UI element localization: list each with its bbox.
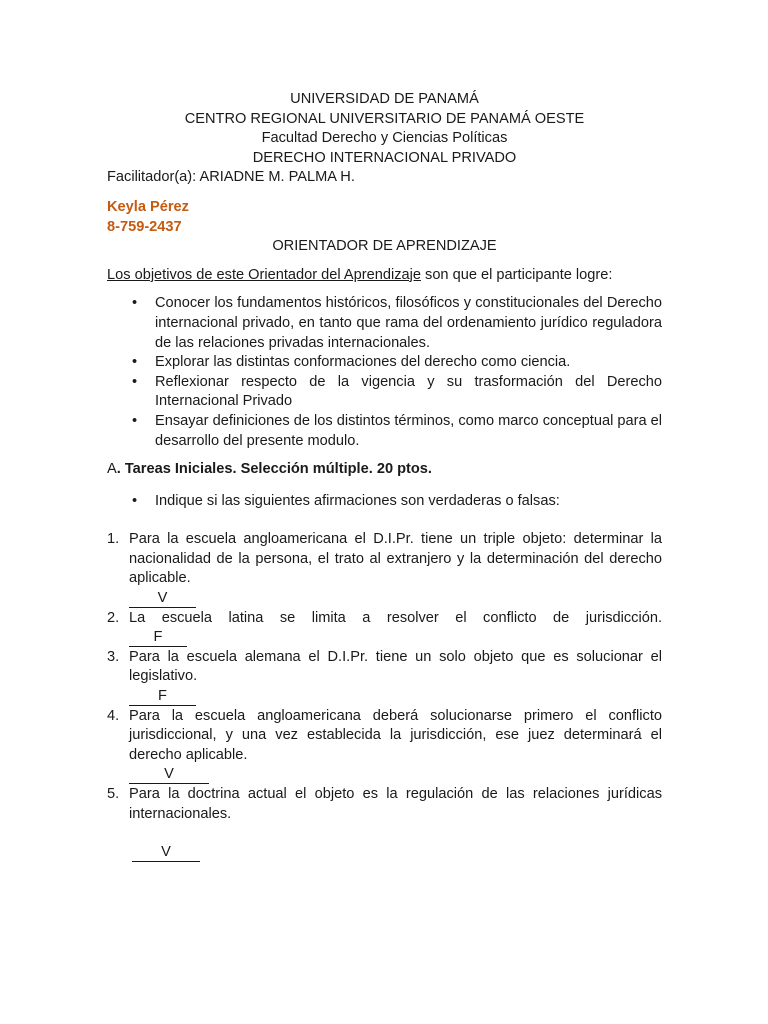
objective-text: Reflexionar respecto de la vigencia y su trasformación del Derecho Internacional Privado <box>155 373 662 410</box>
list-item <box>107 353 662 373</box>
answer-field[interactable]: V <box>132 844 200 862</box>
question-text: Para la escuela angloamericana deberá solucionarse primero el conflicto jurisdiccional, y una vez establecida la jurisdicción, ese juez determinará el derecho aplicable. <box>129 707 662 763</box>
bullet-icon: • <box>132 354 138 371</box>
bullet-icon: • <box>132 373 138 390</box>
student-name: Keyla Pérez <box>107 198 189 215</box>
objective-text: Explorar las distintas conformaciones del derecho como ciencia. <box>155 354 571 371</box>
regional-center-name: CENTRO REGIONAL UNIVERSITARIO DE PANAMÁ OESTE <box>184 110 585 127</box>
section-a-title: . Tareas Iniciales. Selección múltiple. 20 ptos. <box>116 461 432 478</box>
question-5-answer <box>132 843 662 863</box>
document-title: ORIENTADOR DE APRENDIZAJE <box>272 238 497 255</box>
objectives-list <box>107 294 662 451</box>
bullet-icon: • <box>132 295 138 312</box>
student-info <box>107 198 662 237</box>
question-item <box>107 530 662 608</box>
question-number: 5. <box>107 786 120 802</box>
question-number: 1. <box>107 531 120 548</box>
answer-field[interactable]: V <box>129 766 209 784</box>
question-text: Para la doctrina actual el objeto es la regulación de las relaciones jurídicas internacionales. <box>129 786 662 822</box>
question-item <box>107 609 662 648</box>
question-number: 3. <box>107 648 120 665</box>
objective-text: Ensayar definiciones de los distintos términos, como marco conceptual para el desarrollo del presente modulo. <box>155 412 662 449</box>
bullet-icon: • <box>132 492 138 509</box>
section-a-letter: A <box>107 461 117 478</box>
document-page <box>107 90 662 863</box>
document-header <box>107 90 662 168</box>
questions-list <box>107 530 662 824</box>
student-id: 8-759-2437 <box>107 218 182 235</box>
section-a-instruction <box>107 492 662 512</box>
question-item <box>107 648 662 707</box>
university-name: UNIVERSIDAD DE PANAMÁ <box>290 91 479 107</box>
objectives-intro-rest: son que el participante logre: <box>420 266 613 283</box>
question-text: Para la escuela alemana el D.I.Pr. tiene un solo objeto que es solucionar el legislativo. <box>129 648 662 685</box>
instruction-text: Indique si las siguientes afirmaciones son verdaderas o falsas: <box>155 492 560 509</box>
question-item <box>107 707 662 785</box>
facilitator-line: Facilitador(a): ARIADNE M. PALMA H. <box>107 169 355 186</box>
bullet-icon: • <box>132 412 138 429</box>
answer-field[interactable]: F <box>129 629 187 647</box>
answer-field[interactable]: V <box>129 590 196 608</box>
objectives-intro <box>107 266 662 286</box>
section-a-heading <box>107 460 662 480</box>
objectives-intro-underlined: Los objetivos de este Orientador del Aprendizaje <box>107 266 421 283</box>
answer-field[interactable]: F <box>129 688 196 706</box>
question-number: 4. <box>107 707 120 724</box>
list-item <box>107 412 662 451</box>
faculty-name: Facultad Derecho y Ciencias Políticas <box>261 130 508 147</box>
question-number: 2. <box>107 609 120 626</box>
list-item <box>107 373 662 412</box>
list-item <box>107 294 662 353</box>
question-text: La escuela latina se limita a resolver el conflicto de jurisdicción. <box>129 609 662 626</box>
question-item <box>107 785 662 824</box>
objective-text: Conocer los fundamentos históricos, filosóficos y constitucionales del Derecho internacional privado, en tanto que rama del ordenamiento jurídico reguladora de las relaciones privadas internacionales. <box>155 295 662 351</box>
course-name: DERECHO INTERNACIONAL PRIVADO <box>252 149 517 166</box>
question-text: Para la escuela angloamericana el D.I.Pr. tiene un triple objeto: determinar la nacionalidad de la persona, el trato al extranjero y la determinación del derecho aplicable. <box>129 531 662 587</box>
